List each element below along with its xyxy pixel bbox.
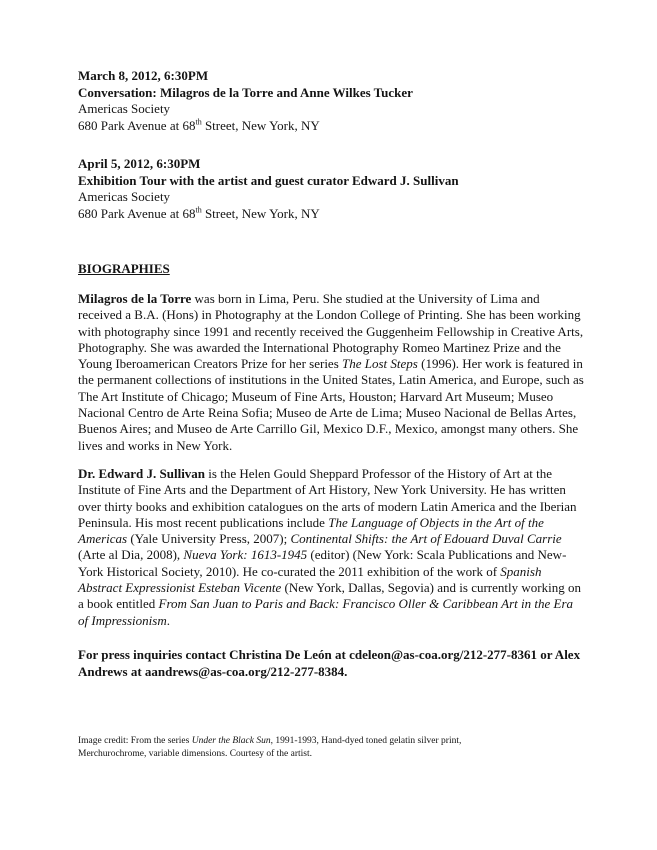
- bio-text: was born in Lima, Peru. She studied at the University of Lima and: [191, 291, 540, 306]
- press-line: For press inquiries contact Christina De León at cdeleon@as-coa.org/212-277-8361 or Alex: [78, 647, 581, 662]
- bio-line: [78, 356, 593, 372]
- bio-work-title: Abstract Expressionist Esteban Vicente: [78, 580, 282, 596]
- bio-text: York Historical Society, 2010). He co-curated the 2011 exhibition of the work of: [78, 563, 501, 579]
- credit-line: Merchurochrome, variable dimensions. Courtesy of the artist.: [78, 749, 313, 759]
- event-listing: [78, 156, 459, 222]
- address-superscript: th: [195, 205, 202, 215]
- bio-line: Buenos Aires; and Museo de Arte Carrillo Gil, Mexico D.F., Mexico, amongst many others. She: [78, 421, 579, 437]
- bio-line: [78, 466, 593, 482]
- bio-line: [78, 547, 593, 563]
- event-date: March 8, 2012, 6:30PM: [78, 68, 209, 83]
- bio-line: [78, 596, 593, 612]
- bio-work-title: The Language of Objects in the Art of the: [328, 514, 544, 530]
- bio-text: (editor) (New York: Scala Publications and New-: [307, 547, 567, 563]
- address-part: 680 Park Avenue at 68: [78, 117, 196, 133]
- bio-text: (New York, Dallas, Segovia) and is currently working on: [281, 580, 581, 596]
- event-listing: [78, 68, 413, 134]
- event-title: Exhibition Tour with the artist and guest curator Edward J. Sullivan: [78, 172, 459, 188]
- bio-line: Nacional Centro de Arte Reina Sofia; Museo de Arte de Lima; Museo Nacional de Bellas Artes,: [78, 405, 577, 421]
- bio-line: with photography since 1991 and recently received the Guggenheim Fellowship in Creative Arts,: [78, 323, 584, 339]
- press-contact: [78, 646, 580, 680]
- bio-line: Institute of Fine Arts and the Department of Art History, New York University. He has written: [78, 482, 566, 498]
- bio-text: is the Helen Gould Sheppard Professor of the History of Art at the: [205, 466, 552, 481]
- credit-line: [78, 735, 461, 748]
- bio-line: Photography. She was awarded the International Photography Romeo Martinez Prize and the: [78, 339, 561, 355]
- event-venue: Americas Society: [78, 101, 171, 116]
- event-address: [78, 206, 459, 223]
- address-part: 680 Park Avenue at 68: [78, 205, 196, 221]
- event-title: Conversation: Milagros de la Torre and Anne Wilkes Tucker: [78, 84, 413, 100]
- press-line: Andrews at aandrews@as-coa.org/212-277-8384.: [78, 664, 348, 679]
- bio-work-title: The Lost Steps: [342, 356, 418, 372]
- bio-line: lives and works in New York.: [78, 437, 233, 453]
- bio-line: [78, 531, 593, 547]
- biography-milagros-de-la-torre: [78, 291, 593, 454]
- bio-text: (1996). Her work is featured in: [417, 356, 583, 372]
- bio-line: The Art Institute of Chicago; Museum of Fine Arts, Houston; Harvard Art Museum; Museo: [78, 388, 554, 404]
- image-credit: [78, 735, 461, 761]
- bio-line: [78, 580, 593, 596]
- credit-series-title: Under the Black Sun: [191, 736, 271, 746]
- bio-line: received a B.A. (Hons) in Photography at the London College of Printing. She has been working: [78, 307, 581, 323]
- bio-line: the permanent collections of institutions in the United States, Latin America, and Europe, such as: [78, 372, 584, 388]
- bio-work-title: of Impressionism: [78, 612, 167, 628]
- bio-text: Peninsula. His most recent publications include: [78, 514, 329, 530]
- address-part: Street, New York, NY: [201, 205, 320, 221]
- bio-name: Milagros de la Torre: [78, 291, 192, 306]
- bio-work-title: Spanish: [500, 563, 542, 579]
- bio-name: Dr. Edward J. Sullivan: [78, 466, 206, 481]
- credit-text: Image credit: From the series: [78, 736, 192, 746]
- credit-text: , 1991-1993, Hand-dyed toned gelatin silver print,: [270, 736, 462, 746]
- bio-line: over thirty books and exhibition catalogues on the arts of modern Latin America and the Iberian: [78, 498, 577, 514]
- biographies-heading: BIOGRAPHIES: [78, 261, 170, 276]
- event-address: [78, 118, 413, 135]
- bio-text: (Yale University Press, 2007);: [127, 531, 291, 547]
- bio-text: (Arte al Dia, 2008),: [78, 547, 184, 563]
- bio-text: .: [166, 612, 170, 628]
- bio-line: [78, 291, 593, 307]
- biography-edward-j-sullivan: [78, 466, 593, 629]
- bio-line: [78, 515, 593, 531]
- bio-line: [78, 613, 593, 629]
- bio-text: a book entitled: [78, 596, 159, 612]
- event-venue: Americas Society: [78, 189, 171, 204]
- bio-work-title: Continental Shifts: the Art of Edouard Duval Carrie: [290, 531, 562, 547]
- bio-text: Young Iberoamerican Creators Prize for her series: [78, 356, 343, 372]
- address-superscript: th: [195, 117, 202, 127]
- event-date: April 5, 2012, 6:30PM: [78, 156, 201, 171]
- bio-line: [78, 564, 593, 580]
- bio-work-title: Americas: [78, 531, 128, 547]
- bio-work-title: Nueva York: 1613-1945: [183, 547, 308, 563]
- address-part: Street, New York, NY: [201, 117, 320, 133]
- bio-work-title: From San Juan to Paris and Back: Francisco Oller & Caribbean Art in the Era: [158, 596, 574, 612]
